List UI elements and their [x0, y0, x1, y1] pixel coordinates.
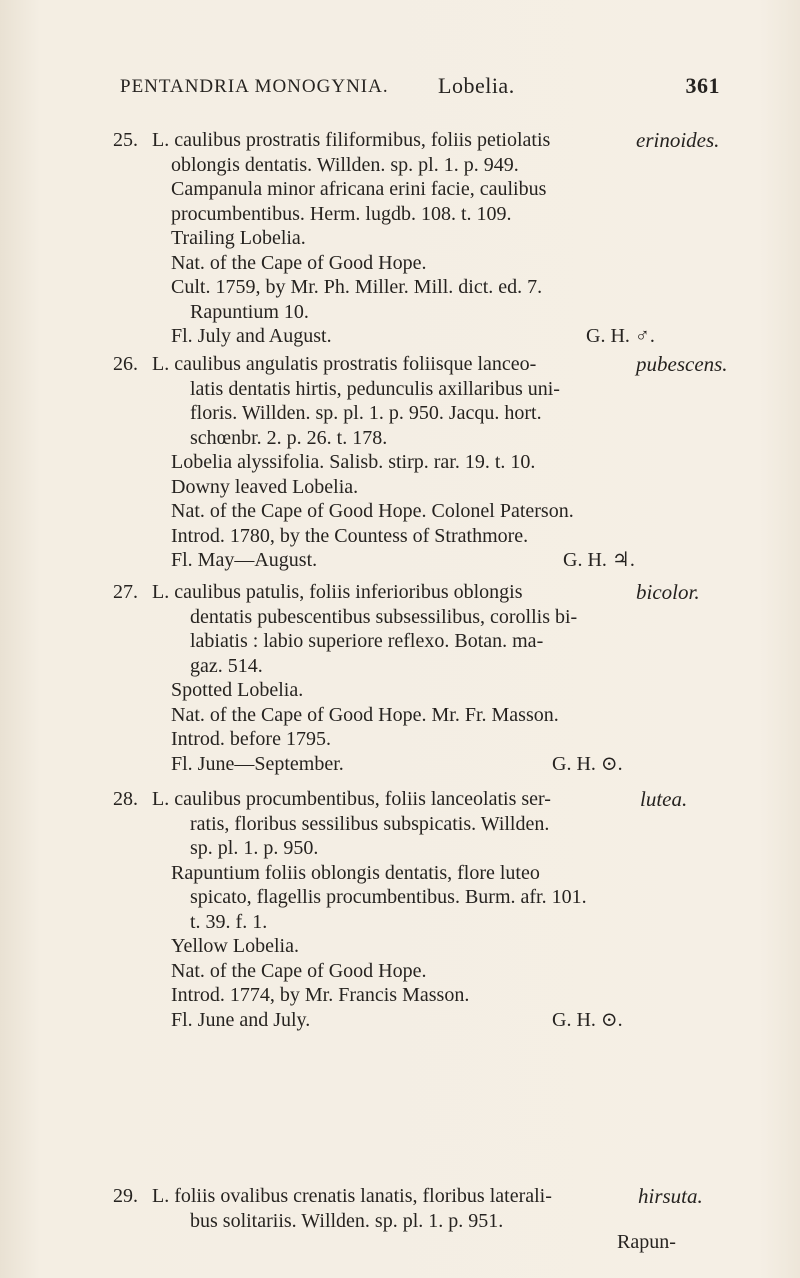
entry-line: Fl. May—August.	[171, 549, 318, 571]
habitat-status: G. H. ♃.	[563, 549, 635, 571]
species-epithet: hirsuta.	[638, 1184, 703, 1208]
running-head	[120, 73, 720, 110]
entry-line: Lobelia alyssifolia. Salisb. stirp. rar. 19. t. 10.	[171, 451, 536, 473]
entry-line: sp. pl. 1. p. 950.	[190, 837, 319, 859]
entry-line: Introd. before 1795.	[171, 728, 331, 750]
entry-line: t. 39. f. 1.	[190, 910, 268, 933]
entry-line: Introd. 1780, by the Countess of Strathmore.	[171, 524, 529, 547]
entry-line: schœnbr. 2. p. 26. t. 178.	[190, 426, 388, 449]
entry-line: Rapuntium foliis oblongis dentatis, flore luteo	[171, 861, 540, 884]
entry-line: L. caulibus patulis, foliis inferioribus oblongis	[152, 581, 523, 603]
entry-line: Nat. of the Cape of Good Hope. Colonel Paterson.	[171, 500, 574, 522]
page-number: 361	[685, 73, 720, 98]
entry-line: bus solitariis. Willden. sp. pl. 1. p. 951.	[190, 1209, 504, 1232]
entry-line: Cult. 1759, by Mr. Ph. Miller. Mill. dict. ed. 7.	[171, 276, 543, 298]
running-head-genus: Lobelia.	[438, 73, 515, 98]
species-epithet: erinoides.	[636, 128, 720, 152]
entry-line: latis dentatis hirtis, pedunculis axillaribus uni-	[190, 377, 560, 400]
entry-line: Yellow Lobelia.	[171, 935, 299, 957]
entry-number: 29.	[113, 1185, 138, 1207]
habitat-status: G. H. ⊙.	[552, 1008, 623, 1031]
entry-line: oblongis dentatis. Willden. sp. pl. 1. p. 949.	[171, 153, 519, 176]
entry-line: Fl. June and July.	[171, 1008, 311, 1031]
entry-number: 27.	[113, 581, 138, 603]
entry-line: procumbentibus. Herm. lugdb. 108. t. 109.	[171, 202, 512, 225]
entry-line: Rapuntium 10.	[190, 300, 309, 323]
entry-number: 26.	[113, 353, 138, 375]
habitat-status: G. H. ♂.	[586, 325, 655, 347]
species-epithet: pubescens.	[636, 352, 728, 376]
entry-line: L. caulibus procumbentibus, foliis lanceolatis ser-	[152, 788, 551, 810]
entry-line: spicato, flagellis procumbentibus. Burm. afr. 101.	[190, 886, 587, 908]
entry-line: Fl. June—September.	[171, 752, 344, 775]
entry-line: Fl. July and August.	[171, 325, 332, 347]
entry-line: gaz. 514.	[190, 654, 263, 677]
catchword: Rapun-	[617, 1231, 676, 1253]
species-epithet: lutea.	[640, 787, 688, 811]
entry-line: Nat. of the Cape of Good Hope.	[171, 251, 427, 274]
entry-line: labiatis : labio superiore reflexo. Botan. ma-	[190, 630, 544, 652]
entry-line: dentatis pubescentibus subsessilibus, corollis bi-	[190, 605, 578, 628]
entry-line: Nat. of the Cape of Good Hope. Mr. Fr. Masson.	[171, 703, 559, 726]
entry-line: Campanula minor africana erini facie, caulibus	[171, 178, 547, 200]
entry-line: Downy leaved Lobelia.	[171, 475, 359, 498]
running-head-title: PENTANDRIA MONOGYNIA.	[120, 76, 389, 97]
entry-number: 25.	[113, 129, 138, 151]
entry-line: Spotted Lobelia.	[171, 679, 304, 701]
entry-number: 28.	[113, 788, 138, 810]
entry-line: L. foliis ovalibus crenatis lanatis, floribus laterali-	[152, 1185, 552, 1207]
entry-line: Nat. of the Cape of Good Hope.	[171, 959, 427, 982]
entry-line: Introd. 1774, by Mr. Francis Masson.	[171, 984, 470, 1006]
species-epithet: bicolor.	[636, 580, 700, 604]
habitat-status: G. H. ⊙.	[552, 752, 623, 775]
entry-line: Trailing Lobelia.	[171, 227, 306, 249]
entry-line: L. caulibus angulatis prostratis foliisque lanceo-	[152, 353, 537, 375]
entry-line: L. caulibus prostratis filiformibus, foliis petiolatis	[152, 129, 551, 151]
entry-line: floris. Willden. sp. pl. 1. p. 950. Jacqu. hort.	[190, 402, 542, 424]
entry-line: ratis, floribus sessilibus subspicatis. Willden.	[190, 812, 550, 835]
